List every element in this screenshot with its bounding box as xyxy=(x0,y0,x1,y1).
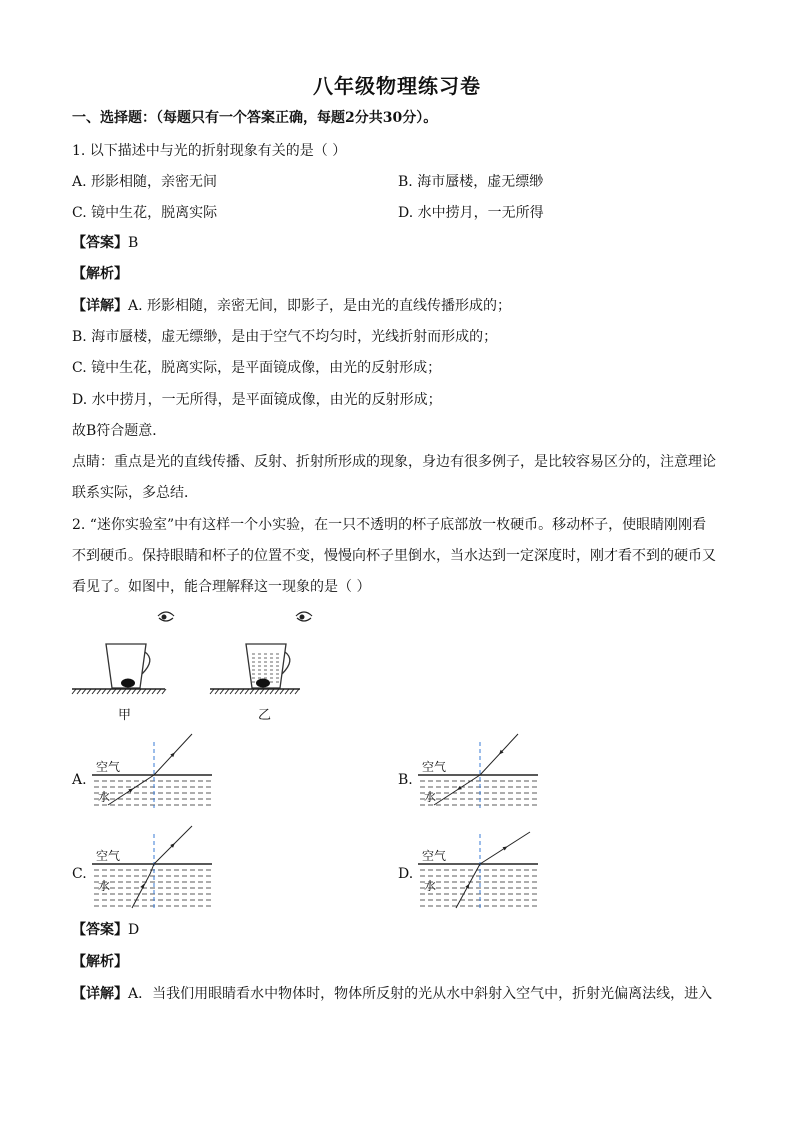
q2-option-a: A. xyxy=(72,772,87,788)
refraction-diagram-b xyxy=(418,730,548,810)
q1-stem: 1. 以下描述中与光的折射现象有关的是（ ） xyxy=(72,143,347,159)
q1-note-2: 联系实际，多总结． xyxy=(72,485,198,501)
refraction-diagram-d xyxy=(418,822,548,912)
q2-stem-2: 不到硬币。保持眼睛和杯子的位置不变，慢慢向杯子里倒水，当水达到一定深度时，刚才看不到的硬币又 xyxy=(72,548,716,564)
answer-value: B xyxy=(128,235,139,251)
q1-option-b: B. 海市蜃楼，虚无缥缈 xyxy=(398,174,544,190)
cup-jia xyxy=(106,644,150,688)
answer-label: 【答案】 xyxy=(72,235,128,251)
q1-option-c: C. 镜中生花，脱离实际 xyxy=(72,205,218,221)
air-label: 空气 xyxy=(96,849,121,863)
q2-stem-1: 2. “迷你实验室”中有这样一个小实验，在一只不透明的杯子底部放一枚硬币。移动杯子，使眼睛刚刚看 xyxy=(72,517,707,533)
q2-option-c: C. xyxy=(72,866,87,882)
water-label: 水 xyxy=(424,790,437,804)
detail-text: A．当我们用眼睛看水中物体时，物体所反射的光从水中斜射入空气中，折射光偏离法线，进入 xyxy=(128,986,713,1002)
fig-label-yi: 乙 xyxy=(258,708,272,723)
section-heading: 一、选择题：（每题只有一个答案正确，每题2分共30分）。 xyxy=(72,110,438,126)
q2-stem-3: 看见了。如图中，能合理解释这一现象的是（ ） xyxy=(72,579,371,595)
q2-option-d: D. xyxy=(398,866,414,882)
answer-value: D xyxy=(128,922,140,938)
q1-answer xyxy=(72,233,722,253)
refraction-diagram-c xyxy=(92,822,222,912)
water-label: 水 xyxy=(424,879,437,893)
detail-text: A. 形影相随，亲密无间，即影子，是由光的直线传播形成的； xyxy=(128,298,512,314)
air-label: 空气 xyxy=(422,849,447,863)
q1-note-1: 点睛：重点是光的直线传播、反射、折射所形成的现象，身边有很多例子，是比较容易区分的，注意理论 xyxy=(72,454,716,470)
cup-experiment-figure xyxy=(60,600,340,730)
detail-label: 【详解】 xyxy=(72,986,128,1002)
q2-detail-1 xyxy=(72,984,722,1004)
air-label: 空气 xyxy=(96,760,121,774)
water-label: 水 xyxy=(98,790,111,804)
eye-icon xyxy=(296,612,312,621)
q1-detail-1 xyxy=(72,296,722,316)
q2-analysis-label: 【解析】 xyxy=(72,954,128,970)
q1-detail-4: D. 水中捞月，一无所得，是平面镜成像，由光的反射形成； xyxy=(72,392,442,408)
q1-detail-3: C. 镜中生花，脱离实际，是平面镜成像，由光的反射形成； xyxy=(72,360,442,376)
air-label: 空气 xyxy=(422,760,447,774)
water-label: 水 xyxy=(98,879,111,893)
eye-icon xyxy=(158,612,174,621)
refraction-diagram-a xyxy=(92,730,222,810)
fig-label-jia: 甲 xyxy=(118,708,132,723)
q1-option-a: A. 形影相随，亲密无间 xyxy=(72,174,218,190)
q2-answer xyxy=(72,920,722,940)
detail-label: 【详解】 xyxy=(72,298,128,314)
answer-label: 【答案】 xyxy=(72,922,128,938)
q1-option-d: D. 水中捞月，一无所得 xyxy=(398,205,544,221)
cup-yi xyxy=(246,644,290,688)
q1-detail-2: B. 海市蜃楼，虚无缥缈，是由于空气不均匀时，光线折射而形成的； xyxy=(72,329,498,345)
q1-analysis-label: 【解析】 xyxy=(72,266,128,282)
page-title: 八年级物理练习卷 xyxy=(313,74,481,98)
q1-conclusion: 故B符合题意． xyxy=(72,423,167,439)
q2-option-b: B. xyxy=(398,772,413,788)
